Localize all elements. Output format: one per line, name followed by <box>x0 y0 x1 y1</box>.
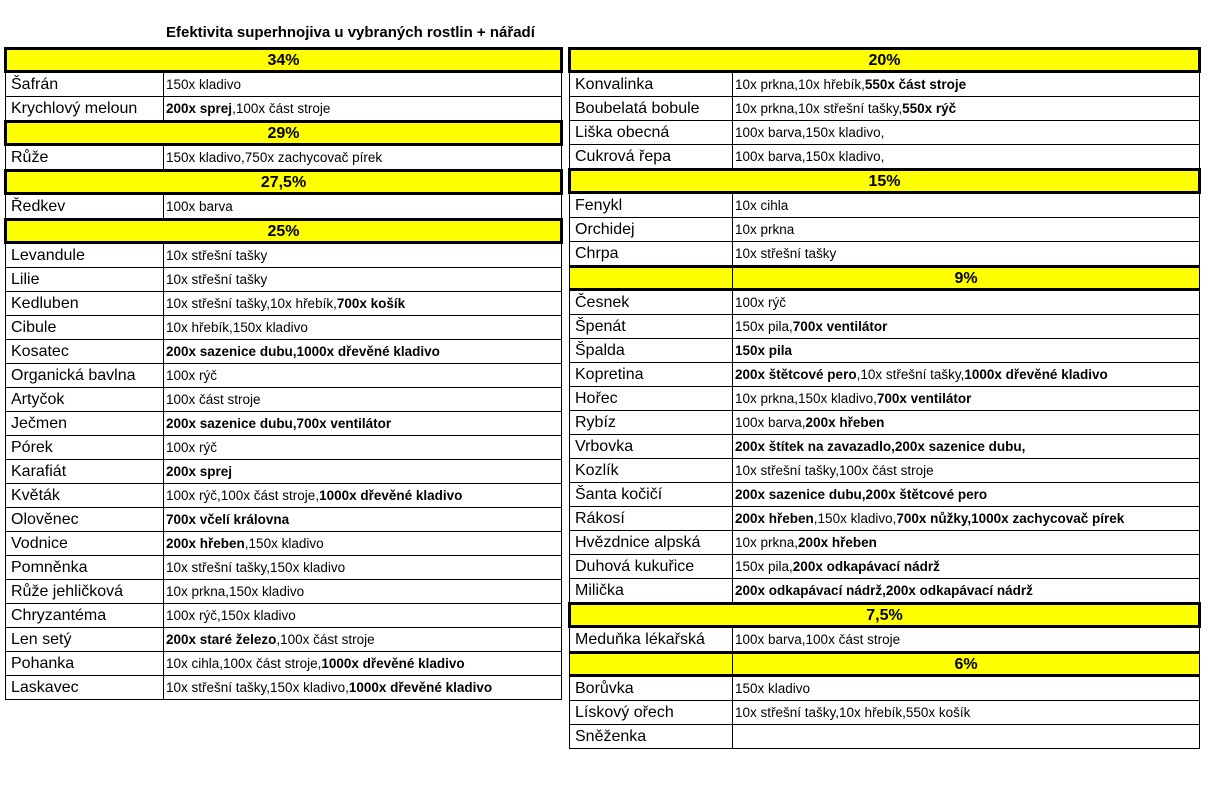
tool-text-bold: 1000x dřevěné kladivo <box>321 655 465 671</box>
plant-name: Laskavec <box>6 676 164 700</box>
plant-name: Karafiát <box>6 460 164 484</box>
tools-cell <box>164 412 562 436</box>
tools-cell <box>733 218 1200 242</box>
plant-name: Konvalinka <box>570 72 733 97</box>
tools-cell <box>733 193 1200 218</box>
tools-cell <box>733 435 1200 459</box>
plant-row <box>6 340 562 364</box>
tool-text: 10x střešní tašky <box>166 247 268 263</box>
tool-text: 150x kladivo <box>735 680 811 696</box>
tool-text: ,150x kladivo <box>244 535 324 551</box>
tool-text: 10x prkna,10x hřebík, <box>735 76 865 92</box>
tools-cell <box>733 555 1200 579</box>
tool-text-bold: 200x hřeben <box>735 510 814 526</box>
tool-text-bold: 1000x dřevěné kladivo <box>348 679 493 695</box>
plant-name: Fenykl <box>570 193 733 218</box>
percentage-header-row <box>6 171 562 194</box>
tools-cell <box>164 243 562 268</box>
plant-row <box>6 628 562 652</box>
plant-row <box>6 508 562 532</box>
tools-cell <box>164 532 562 556</box>
plant-name: Pohanka <box>6 652 164 676</box>
plant-name: Krychlový meloun <box>6 97 164 122</box>
tool-text: 150x kladivo <box>166 76 242 92</box>
plant-row <box>570 676 1200 701</box>
tool-text-bold: 550x rýč <box>902 100 957 116</box>
percentage-header: 6% <box>733 653 1200 676</box>
tool-text: 100x barva, <box>735 414 806 430</box>
plant-name: Artyčok <box>6 388 164 412</box>
tool-text-bold: 700x košík <box>336 295 406 311</box>
tool-text-bold: 700x nůžky,1000x zachycovač pírek <box>896 510 1125 526</box>
plant-name: Cibule <box>6 316 164 340</box>
tools-cell <box>164 97 562 122</box>
plant-row <box>570 483 1200 507</box>
percentage-header-row <box>570 49 1200 72</box>
tool-text-bold: 700x včelí královna <box>166 511 290 527</box>
plant-name: Orchidej <box>570 218 733 242</box>
tool-text-bold: 150x pila <box>735 342 793 358</box>
plant-name: Šanta kočičí <box>570 483 733 507</box>
tools-cell <box>733 579 1200 604</box>
plant-name: Levandule <box>6 243 164 268</box>
tool-text: 100x rýč <box>166 439 218 455</box>
percentage-header: 29% <box>6 122 562 145</box>
percentage-header: 7,5% <box>570 604 1200 627</box>
tool-text-bold: 200x štítek na zavazadlo,200x sazenice dubu, <box>735 438 1026 454</box>
plant-row <box>6 532 562 556</box>
tools-cell <box>733 121 1200 145</box>
header-blank-cell <box>570 267 733 290</box>
plant-row <box>6 460 562 484</box>
tools-cell <box>164 194 562 220</box>
plant-row <box>570 507 1200 531</box>
plant-name: Vodnice <box>6 532 164 556</box>
tools-cell <box>164 484 562 508</box>
percentage-header-row <box>570 170 1200 193</box>
tool-text: 100x barva,150x kladivo, <box>735 124 885 140</box>
tool-text: 100x rýč <box>735 294 787 310</box>
plant-row <box>570 315 1200 339</box>
tool-text: 10x cihla,100x část stroje, <box>166 655 322 671</box>
tool-text: 100x barva,150x kladivo, <box>735 148 885 164</box>
tool-text: 10x střešní tašky,10x hřebík, <box>166 295 337 311</box>
tools-cell <box>164 436 562 460</box>
plant-row <box>570 72 1200 97</box>
tool-text: 10x střešní tašky,150x kladivo <box>166 559 346 575</box>
plant-row <box>6 556 562 580</box>
left-table <box>4 47 563 700</box>
tools-cell <box>733 363 1200 387</box>
percentage-header: 20% <box>570 49 1200 72</box>
tools-cell <box>164 556 562 580</box>
plant-row <box>570 363 1200 387</box>
tools-cell <box>164 628 562 652</box>
tools-cell <box>733 459 1200 483</box>
tools-cell <box>164 580 562 604</box>
plant-name: Cukrová řepa <box>570 145 733 170</box>
plant-row <box>570 193 1200 218</box>
plant-row <box>570 725 1200 749</box>
tools-cell <box>164 268 562 292</box>
plant-name: Kozlík <box>570 459 733 483</box>
plant-row <box>570 579 1200 604</box>
tools-cell <box>164 145 562 171</box>
plant-row <box>570 145 1200 170</box>
tools-cell <box>164 604 562 628</box>
tool-text: 150x pila, <box>735 318 793 334</box>
plant-name: Boubelatá bobule <box>570 97 733 121</box>
tools-cell <box>164 652 562 676</box>
plant-name: Růže <box>6 145 164 171</box>
plant-row <box>6 652 562 676</box>
plant-name: Růže jehličková <box>6 580 164 604</box>
tool-text: 10x prkna,150x kladivo <box>166 583 305 599</box>
plant-name: Špalda <box>570 339 733 363</box>
plant-name: Lískový ořech <box>570 701 733 725</box>
tool-text: 10x cihla <box>735 197 789 213</box>
tool-text-bold: 200x staré železo <box>166 631 277 647</box>
tool-text-bold: 1000x dřevěné kladivo <box>319 487 463 503</box>
plant-row <box>6 676 562 700</box>
tools-cell <box>733 145 1200 170</box>
tool-text: 10x prkna,10x střešní tašky, <box>735 100 903 116</box>
tools-cell <box>733 387 1200 411</box>
plant-name: Rákosí <box>570 507 733 531</box>
plant-row <box>6 292 562 316</box>
tool-text: 150x kladivo,750x zachycovač pírek <box>166 149 383 165</box>
tool-text: 10x střešní tašky,150x kladivo, <box>166 679 349 695</box>
plant-name: Hvězdnice alpská <box>570 531 733 555</box>
tool-text-bold: 200x sazenice dubu,1000x dřevěné kladivo <box>166 343 440 359</box>
plant-row <box>6 412 562 436</box>
tools-cell <box>733 483 1200 507</box>
tool-text: 150x pila, <box>735 558 793 574</box>
plant-name: Organická bavlna <box>6 364 164 388</box>
tools-cell <box>733 701 1200 725</box>
plant-row <box>6 580 562 604</box>
header-blank-cell <box>570 653 733 676</box>
tool-text: ,100x část stroje <box>232 100 331 116</box>
tools-cell <box>733 676 1200 701</box>
percentage-header-row <box>6 122 562 145</box>
plant-row <box>570 97 1200 121</box>
percentage-header-row <box>570 267 1200 290</box>
plant-name: Kopretina <box>570 363 733 387</box>
plant-name: Borůvka <box>570 676 733 701</box>
plant-row <box>570 459 1200 483</box>
percentage-header-row <box>570 604 1200 627</box>
percentage-header-row <box>6 220 562 243</box>
tool-text-bold: 200x štětcové pero <box>735 366 857 382</box>
tools-cell <box>164 388 562 412</box>
tool-text-bold: 550x část stroje <box>864 76 967 92</box>
tool-text: 100x rýč,100x část stroje, <box>166 487 320 503</box>
plant-name: Duhová kukuřice <box>570 555 733 579</box>
tools-cell <box>164 460 562 484</box>
plant-row <box>570 339 1200 363</box>
tools-cell <box>733 242 1200 267</box>
plant-row <box>570 701 1200 725</box>
plant-name: Ječmen <box>6 412 164 436</box>
tool-text-bold: 200x sazenice dubu,700x ventilátor <box>166 415 392 431</box>
plant-name: Lilie <box>6 268 164 292</box>
plant-row <box>570 218 1200 242</box>
tool-text: ,150x kladivo, <box>813 510 897 526</box>
tool-text-bold: 200x sprej <box>166 463 233 479</box>
percentage-header: 25% <box>6 220 562 243</box>
tool-text-bold: 200x hřeben <box>166 535 245 551</box>
plant-row <box>570 387 1200 411</box>
plant-name: Meduňka lékařská <box>570 627 733 653</box>
tools-cell <box>733 72 1200 97</box>
percentage-header: 15% <box>570 170 1200 193</box>
tools-cell <box>733 290 1200 315</box>
tool-text-bold: 200x hřeben <box>798 534 877 550</box>
plant-row <box>6 604 562 628</box>
plant-name: Květák <box>6 484 164 508</box>
plant-name: Vrbovka <box>570 435 733 459</box>
tool-text: ,100x část stroje <box>276 631 375 647</box>
plant-name: Česnek <box>570 290 733 315</box>
plant-row <box>570 242 1200 267</box>
percentage-header: 34% <box>6 49 562 72</box>
tool-text: 100x barva,100x část stroje <box>735 631 901 647</box>
tools-cell <box>164 316 562 340</box>
tools-cell <box>733 339 1200 363</box>
plant-name: Sněženka <box>570 725 733 749</box>
plant-name: Len setý <box>6 628 164 652</box>
tools-cell <box>164 340 562 364</box>
plant-row <box>6 388 562 412</box>
tool-text-bold: 700x ventilátor <box>792 318 888 334</box>
plant-row <box>6 316 562 340</box>
tool-text: 10x prkna, <box>735 534 799 550</box>
tools-cell <box>733 315 1200 339</box>
tool-text-bold: 200x odkapávací nádrž <box>792 558 940 574</box>
tools-cell <box>164 676 562 700</box>
plant-name: Ředkev <box>6 194 164 220</box>
plant-row <box>570 627 1200 653</box>
tool-text: 100x rýč,150x kladivo <box>166 607 296 623</box>
tool-text: 10x střešní tašky <box>166 271 268 287</box>
plant-row <box>570 555 1200 579</box>
plant-name: Špenát <box>570 315 733 339</box>
plant-name: Milička <box>570 579 733 604</box>
plant-row <box>6 72 562 97</box>
plant-name: Šafrán <box>6 72 164 97</box>
plant-row <box>6 268 562 292</box>
tool-text-bold: 200x sazenice dubu,200x štětcové pero <box>735 486 988 502</box>
plant-name: Kedluben <box>6 292 164 316</box>
plant-row <box>6 97 562 122</box>
plant-row <box>570 435 1200 459</box>
tools-cell <box>733 725 1200 749</box>
tools-cell <box>733 97 1200 121</box>
plant-name: Chryzantéma <box>6 604 164 628</box>
tool-text: 10x střešní tašky,100x část stroje <box>735 462 934 478</box>
tool-text: ,10x střešní tašky, <box>856 366 965 382</box>
percentage-header: 27,5% <box>6 171 562 194</box>
plant-name: Liška obecná <box>570 121 733 145</box>
tool-text-bold: 200x odkapávací nádrž,200x odkapávací nádrž <box>735 582 1033 598</box>
tool-text: 100x část stroje <box>166 391 261 407</box>
plant-row <box>6 194 562 220</box>
tools-cell <box>164 508 562 532</box>
tool-text-bold: 200x hřeben <box>805 414 885 430</box>
percentage-header-row <box>570 653 1200 676</box>
plant-row <box>570 531 1200 555</box>
plant-name: Chrpa <box>570 242 733 267</box>
plant-name: Kosatec <box>6 340 164 364</box>
tools-cell <box>733 531 1200 555</box>
plant-name: Rybíz <box>570 411 733 435</box>
plant-row <box>6 436 562 460</box>
tools-cell <box>733 627 1200 653</box>
plant-row <box>6 243 562 268</box>
plant-row <box>570 290 1200 315</box>
tools-cell <box>164 72 562 97</box>
tool-text-bold: 200x sprej <box>166 100 233 116</box>
right-table <box>568 47 1201 749</box>
plant-row <box>570 411 1200 435</box>
percentage-header-row <box>6 49 562 72</box>
plant-name: Pórek <box>6 436 164 460</box>
tool-text: 10x hřebík,150x kladivo <box>166 319 308 335</box>
tools-cell <box>164 292 562 316</box>
tool-text-bold: 700x ventilátor <box>876 390 972 406</box>
tool-text: 10x střešní tašky,10x hřebík,550x košík <box>735 704 971 720</box>
plant-row <box>6 484 562 508</box>
plant-name: Hořec <box>570 387 733 411</box>
tools-cell <box>733 411 1200 435</box>
plant-name: Pomněnka <box>6 556 164 580</box>
plant-name: Olověnec <box>6 508 164 532</box>
plant-row <box>6 364 562 388</box>
tool-text-bold: 1000x dřevěné kladivo <box>964 366 1108 382</box>
percentage-header: 9% <box>733 267 1200 290</box>
tool-text: 10x prkna <box>735 221 795 237</box>
page-title: Efektivita superhnojiva u vybraných rostlin + nářadí <box>166 24 535 41</box>
tool-text: 100x barva <box>166 198 233 214</box>
plant-row <box>570 121 1200 145</box>
tools-cell <box>733 507 1200 531</box>
tools-cell <box>164 364 562 388</box>
plant-row <box>6 145 562 171</box>
tool-text: 100x rýč <box>166 367 218 383</box>
tool-text: 10x prkna,150x kladivo, <box>735 390 877 406</box>
tool-text: 10x střešní tašky <box>735 245 837 261</box>
